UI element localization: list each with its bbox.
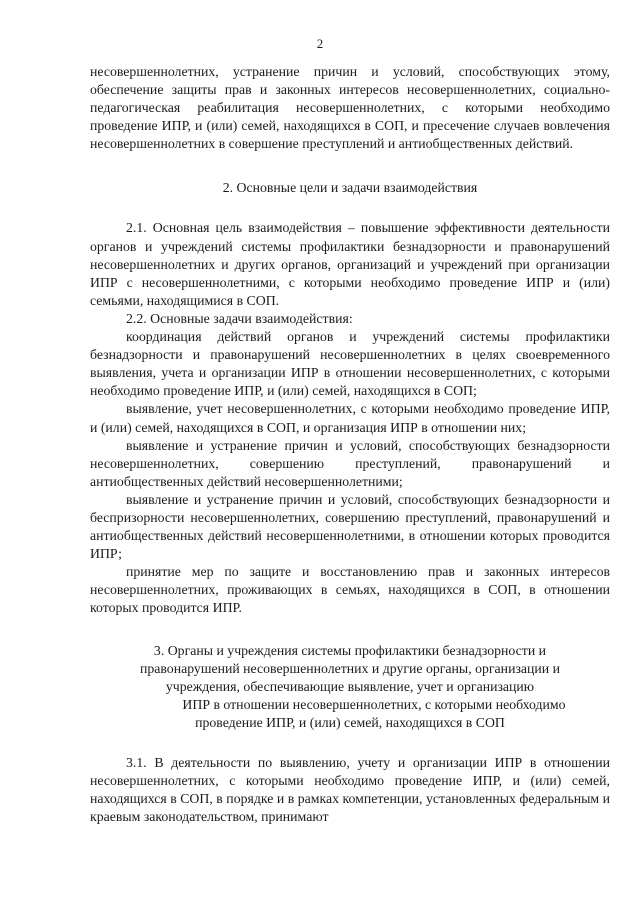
- task-item-3: выявление и устранение причин и условий, способствующих безнадзорности несовершеннолетних, совершению преступлений, правонарушений и антиобщественных действий несовершеннолетними;: [90, 437, 610, 489]
- intro-paragraph: несовершеннолетних, устранение причин и условий, способствующих этому, обеспечение защиты прав и законных интересов несовершеннолетних, социально-педагогическая реабилитация несовершеннолетних, с которыми необходимо проведение ИПР, и (или) семей, находящихся в СОП, и пресечение случаев вовлечения несовершеннолетних в совершение преступлений и антиобщественных действий.: [90, 64, 610, 152]
- section-3-heading-line: правонарушений несовершеннолетних и другие органы, организации и: [139, 660, 561, 676]
- section-3-1-paragraph: 3.1. В деятельности по выявлению, учету и организации ИПР в отношении несовершеннолетних, с которыми необходимо проведение ИПР, и (или) семей, находящихся в СОП, в порядке и в рамках компетенции, установленных федеральным и краевым законодательством, принимают: [90, 754, 610, 824]
- section-2-heading: 2. Основные цели и задачи взаимодействия: [222, 180, 478, 196]
- task-item-4: выявление и устранение причин и условий, способствующих безнадзорности и беспризорности несовершеннолетних, совершению преступлений, правонарушений и антиобщественных действий несовершеннолетними, в отношении которых проводится ИПР;: [90, 491, 610, 562]
- page-number: 2: [316, 36, 324, 51]
- section-2-1-paragraph: 2.1. Основная цель взаимодействия – повышение эффективности деятельности органов и учреждений системы профилактики безнадзорности и правонарушений несовершеннолетних и других органов, организаций и учреждений при организации ИПР с несовершеннолетними, с которыми необходимо проведение ИПР и (или) семьями, находящимися в СОП.: [90, 220, 610, 308]
- section-3-heading-line: проведение ИПР, и (или) семей, находящихся в СОП: [195, 714, 505, 730]
- section-3-heading-line: ИПР в отношении несовершеннолетних, с которыми необходимо: [182, 696, 566, 712]
- task-item-1: координация действий органов и учреждений системы профилактики безнадзорности и правонарушений несовершеннолетних в целях своевременного выявления, учета и организации ИПР в отношении несовершеннолетних, с которыми необходимо проведение ИПР, и (или) семей, находящихся в СОП;: [90, 329, 610, 399]
- section-3-heading-line: учреждения, обеспечивающие выявление, учет и организацию: [165, 678, 535, 694]
- task-item-2: выявление, учет несовершеннолетних, с которыми необходимо проведение ИПР, и (или) семей, находящихся в СОП, и организация ИПР в отношении них;: [90, 401, 610, 435]
- task-item-5: принятие мер по защите и восстановлению прав и законных интересов несовершеннолетних, проживающих в семьях, находящихся в СОП, в отношении которых проводится ИПР.: [90, 564, 610, 616]
- section-3-heading: [90, 642, 610, 732]
- document-body: [90, 63, 610, 826]
- section-3-heading-line: 3. Органы и учреждения системы профилактики безнадзорности и: [153, 642, 547, 658]
- section-2-2-paragraph: 2.2. Основные задачи взаимодействия:: [126, 310, 353, 326]
